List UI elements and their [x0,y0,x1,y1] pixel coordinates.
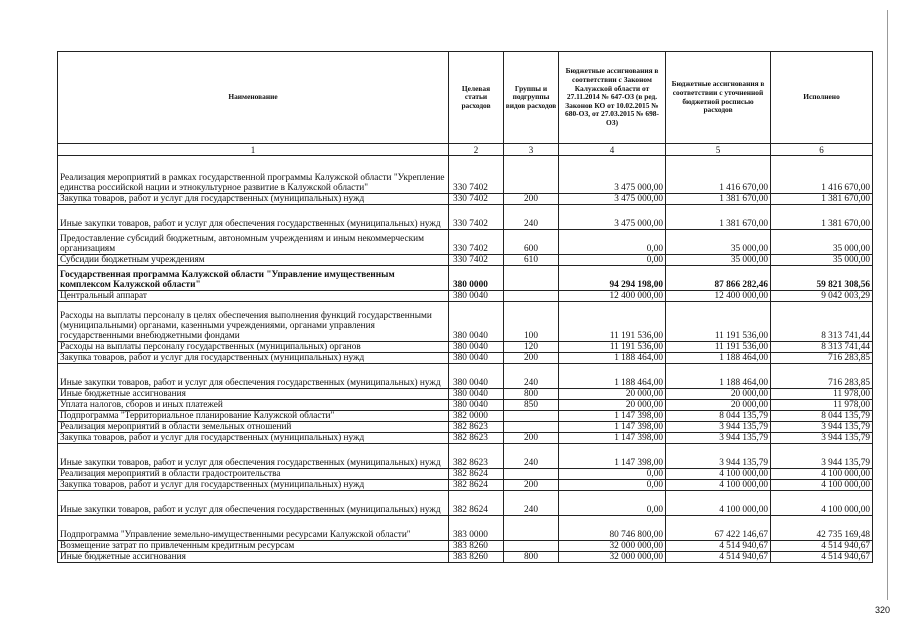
column-number-row [58,144,873,156]
row-executed-amount: 4 514 940,67 [771,552,873,563]
row-refined-amount: 4 100 000,00 [666,491,771,516]
column-number: 4 [559,144,666,156]
row-name: Закупка товаров, работ и услуг для государственных (муниципальных) нужд [58,194,449,205]
row-target-code: 330 7402 [449,205,504,230]
row-law-amount: 20 000,00 [559,389,666,400]
row-name: Реализация мероприятий в области земельных отношений [58,422,449,433]
row-name: Иные закупки товаров, работ и услуг для обеспечения государственных (муниципальных) нужд [58,205,449,230]
table-row [58,194,873,205]
table-row [58,266,873,291]
row-name: Субсидии бюджетным учреждениям [58,255,449,266]
header-executed: Исполнено [771,52,873,144]
row-law-amount: 1 147 398,00 [559,444,666,469]
row-target-code: 382 8623 [449,444,504,469]
header-groups: Группы и подгруппы видов расходов [504,52,559,144]
table-row [58,302,873,342]
table-row [58,516,873,541]
row-law-amount: 0,00 [559,491,666,516]
row-refined-amount: 1 188 464,00 [666,353,771,364]
row-name: Подпрограмма "Управление земельно-имущественными ресурсами Калужской области" [58,516,449,541]
header-target: Целевая статьи расходов [449,52,504,144]
row-law-amount: 0,00 [559,469,666,480]
row-group-code [504,516,559,541]
table-row [58,469,873,480]
row-group-code: 200 [504,480,559,491]
row-refined-amount: 4 100 000,00 [666,480,771,491]
row-target-code: 382 0000 [449,411,504,422]
row-name: Центральный аппарат [58,291,449,302]
table-row [58,491,873,516]
row-executed-amount: 1 416 670,00 [771,156,873,194]
row-executed-amount: 35 000,00 [771,230,873,255]
row-law-amount: 32 000 000,00 [559,541,666,552]
table-row [58,156,873,194]
row-target-code: 330 7402 [449,194,504,205]
row-refined-amount: 20 000,00 [666,389,771,400]
row-law-amount: 1 147 398,00 [559,422,666,433]
table-row [58,422,873,433]
row-law-amount: 1 147 398,00 [559,411,666,422]
row-target-code: 380 0040 [449,389,504,400]
row-refined-amount: 1 381 670,00 [666,205,771,230]
table-header-row [58,52,873,144]
row-law-amount: 11 191 536,00 [559,342,666,353]
table-row [58,433,873,444]
row-target-code: 382 8624 [449,480,504,491]
row-refined-amount: 67 422 146,67 [666,516,771,541]
row-executed-amount: 4 100 000,00 [771,469,873,480]
column-number: 5 [666,144,771,156]
table-row [58,291,873,302]
header-law: Бюджетные ассигнования в соответствии с Законом Калужской области от 27.11.2014 № 647-ОЗ (в ред. Законов КО от 10.02.2015 № 680-ОЗ, от 27.03.2015 № 698-ОЗ) [559,52,666,144]
row-name: Реализация мероприятий в рамках государственной программы Калужской области "Укрепление единства российской нации и этнокультурное развитие в Калужской области" [58,156,449,194]
table-body [58,156,873,563]
row-group-code [504,291,559,302]
row-law-amount: 3 475 000,00 [559,205,666,230]
row-target-code: 382 8624 [449,491,504,516]
row-refined-amount: 1 188 464,00 [666,364,771,389]
row-refined-amount: 35 000,00 [666,230,771,255]
row-law-amount: 0,00 [559,230,666,255]
table-row [58,230,873,255]
row-executed-amount: 4 100 000,00 [771,480,873,491]
row-executed-amount: 3 944 135,79 [771,433,873,444]
row-refined-amount: 12 400 000,00 [666,291,771,302]
table-row [58,444,873,469]
row-target-code: 380 0040 [449,342,504,353]
row-target-code: 380 0040 [449,302,504,342]
row-refined-amount: 4 100 000,00 [666,469,771,480]
row-executed-amount: 8 313 741,44 [771,342,873,353]
column-number: 3 [504,144,559,156]
row-executed-amount: 716 283,85 [771,353,873,364]
row-target-code: 383 8260 [449,541,504,552]
row-refined-amount: 8 044 135,79 [666,411,771,422]
row-executed-amount: 3 944 135,79 [771,422,873,433]
row-group-code [504,266,559,291]
budget-table [57,51,873,563]
row-refined-amount: 11 191 536,00 [666,342,771,353]
row-target-code: 383 8260 [449,552,504,563]
row-group-code [504,411,559,422]
row-target-code: 380 0040 [449,364,504,389]
table-row [58,541,873,552]
row-refined-amount: 3 944 135,79 [666,433,771,444]
row-group-code [504,422,559,433]
row-name: Подпрограмма "Территориальное планирование Калужской области" [58,411,449,422]
column-number: 1 [58,144,449,156]
row-group-code: 200 [504,433,559,444]
row-law-amount: 20 000,00 [559,400,666,411]
column-number: 2 [449,144,504,156]
row-name: Закупка товаров, работ и услуг для государственных (муниципальных) нужд [58,480,449,491]
row-group-code: 240 [504,205,559,230]
row-law-amount: 94 294 198,00 [559,266,666,291]
row-law-amount: 3 475 000,00 [559,194,666,205]
row-target-code: 380 0040 [449,400,504,411]
row-group-code: 100 [504,302,559,342]
row-group-code [504,469,559,480]
table-row [58,364,873,389]
row-name: Государственная программа Калужской области "Управление имущественным комплексом Калужской области" [58,266,449,291]
row-name: Предоставление субсидий бюджетным, автономным учреждениям и иным некоммерческим организациям [58,230,449,255]
page-edge-line [887,10,888,600]
row-executed-amount: 8 313 741,44 [771,302,873,342]
table-row [58,480,873,491]
header-refined: Бюджетные ассигнования в соответствии с уточненной бюджетной росписью расходов [666,52,771,144]
row-group-code: 240 [504,491,559,516]
row-name: Иные бюджетные ассигнования [58,389,449,400]
row-name: Реализация мероприятий в области градостроительства [58,469,449,480]
row-group-code: 610 [504,255,559,266]
row-group-code: 240 [504,444,559,469]
row-group-code: 800 [504,552,559,563]
row-executed-amount: 59 821 308,56 [771,266,873,291]
row-refined-amount: 3 944 135,79 [666,422,771,433]
table-row [58,205,873,230]
column-number: 6 [771,144,873,156]
header-name: Наименование [58,52,449,144]
row-refined-amount: 4 514 940,67 [666,552,771,563]
row-target-code: 380 0000 [449,266,504,291]
table-row [58,552,873,563]
row-law-amount: 0,00 [559,480,666,491]
row-law-amount: 80 746 800,00 [559,516,666,541]
row-executed-amount: 1 381 670,00 [771,205,873,230]
row-executed-amount: 9 042 003,29 [771,291,873,302]
table-row [58,342,873,353]
row-target-code: 330 7402 [449,255,504,266]
row-refined-amount: 4 514 940,67 [666,541,771,552]
row-target-code: 380 0040 [449,353,504,364]
row-executed-amount: 11 978,00 [771,389,873,400]
row-target-code: 330 7402 [449,156,504,194]
row-refined-amount: 11 191 536,00 [666,302,771,342]
row-executed-amount: 3 944 135,79 [771,444,873,469]
row-executed-amount: 4 100 000,00 [771,491,873,516]
table-row [58,411,873,422]
row-name: Возмещение затрат по привлеченным кредитным ресурсам [58,541,449,552]
row-executed-amount: 8 044 135,79 [771,411,873,422]
table-row [58,353,873,364]
row-name: Иные бюджетные ассигнования [58,552,449,563]
row-name: Закупка товаров, работ и услуг для государственных (муниципальных) нужд [58,353,449,364]
row-group-code: 200 [504,194,559,205]
row-target-code: 383 0000 [449,516,504,541]
row-target-code: 330 7402 [449,230,504,255]
row-group-code: 600 [504,230,559,255]
row-law-amount: 1 188 464,00 [559,364,666,389]
row-executed-amount: 42 735 169,48 [771,516,873,541]
row-name: Иные закупки товаров, работ и услуг для обеспечения государственных (муниципальных) нужд [58,444,449,469]
row-law-amount: 11 191 536,00 [559,302,666,342]
row-refined-amount: 20 000,00 [666,400,771,411]
table-row [58,255,873,266]
row-law-amount: 1 147 398,00 [559,433,666,444]
row-group-code: 120 [504,342,559,353]
row-name: Закупка товаров, работ и услуг для государственных (муниципальных) нужд [58,433,449,444]
row-executed-amount: 4 514 940,67 [771,541,873,552]
row-group-code: 200 [504,353,559,364]
row-refined-amount: 35 000,00 [666,255,771,266]
row-group-code [504,156,559,194]
row-name: Иные закупки товаров, работ и услуг для обеспечения государственных (муниципальных) нужд [58,364,449,389]
row-law-amount: 12 400 000,00 [559,291,666,302]
row-refined-amount: 1 381 670,00 [666,194,771,205]
row-refined-amount: 3 944 135,79 [666,444,771,469]
row-executed-amount: 1 381 670,00 [771,194,873,205]
row-name: Уплата налогов, сборов и иных платежей [58,400,449,411]
row-target-code: 382 8624 [449,469,504,480]
row-group-code: 850 [504,400,559,411]
row-group-code: 800 [504,389,559,400]
row-law-amount: 3 475 000,00 [559,156,666,194]
row-refined-amount: 1 416 670,00 [666,156,771,194]
row-law-amount: 0,00 [559,255,666,266]
row-target-code: 382 8623 [449,433,504,444]
table-row [58,389,873,400]
row-name: Расходы на выплаты персоналу в целях обеспечения выполнения функций государственными (муниципальными) органами, казенными учреждениями, органами управления государственными внебюджетными фондами [58,302,449,342]
row-target-code: 382 8623 [449,422,504,433]
row-target-code: 380 0040 [449,291,504,302]
row-executed-amount: 11 978,00 [771,400,873,411]
row-executed-amount: 716 283,85 [771,364,873,389]
row-law-amount: 1 188 464,00 [559,353,666,364]
row-name: Расходы на выплаты персоналу государственных (муниципальных) органов [58,342,449,353]
row-group-code [504,541,559,552]
row-law-amount: 32 000 000,00 [559,552,666,563]
row-refined-amount: 87 866 282,46 [666,266,771,291]
row-executed-amount: 35 000,00 [771,255,873,266]
row-name: Иные закупки товаров, работ и услуг для обеспечения государственных (муниципальных) нужд [58,491,449,516]
page-number: 320 [875,605,891,615]
row-group-code: 240 [504,364,559,389]
table-row [58,400,873,411]
